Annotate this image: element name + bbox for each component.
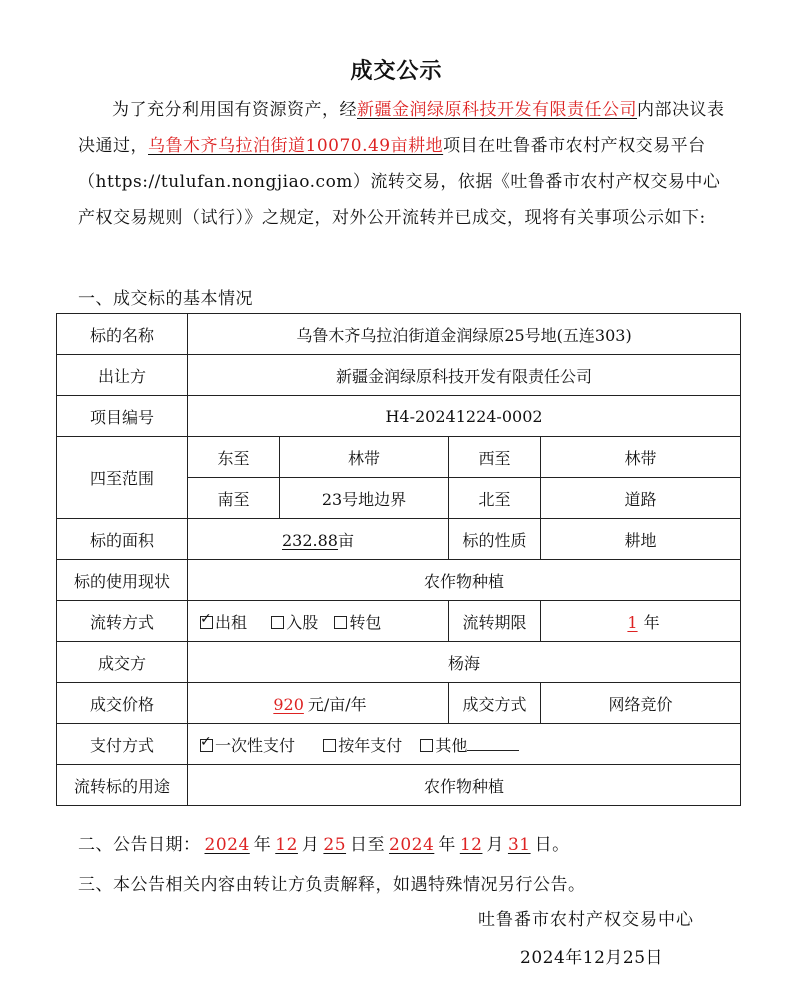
cell-label: 成交方 [57, 642, 188, 683]
cell-label: 流转期限 [449, 601, 541, 642]
cell-value: 乌鲁木齐乌拉泊街道金润绿原25号地(五连303) [188, 314, 741, 355]
deal-info-table [56, 313, 741, 806]
term-value: 1 [627, 612, 638, 632]
table-row [57, 724, 741, 765]
cell-value: 道路 [541, 478, 741, 519]
mode-share: 入股 [286, 612, 319, 632]
area-value: 232.88 [282, 530, 338, 550]
cell-value: H4-20241224-0002 [188, 396, 741, 437]
start-year: 2024 [204, 835, 250, 855]
cell-value: 农作物种植 [188, 560, 741, 601]
intro-paragraph [78, 92, 728, 236]
intro-text-1: 为了充分利用国有资源资产，经 [112, 100, 357, 120]
cell-label: 北至 [449, 478, 541, 519]
table-row [57, 683, 741, 724]
cell-value [188, 683, 449, 724]
cell-value: 23号地边界 [280, 478, 449, 519]
pay-once: 一次性支付 [215, 735, 296, 755]
table-row [57, 642, 741, 683]
cell-label: 流转方式 [57, 601, 188, 642]
cell-value: 林带 [541, 437, 741, 478]
table-row [57, 560, 741, 601]
cell-label: 标的面积 [57, 519, 188, 560]
unit-year: 年 [253, 835, 272, 855]
area-unit: 亩 [337, 530, 354, 550]
cell-value: 林带 [280, 437, 449, 478]
mode-sublease: 转包 [349, 612, 382, 632]
unit-month: 月 [486, 835, 504, 855]
term-unit: 年 [643, 612, 660, 632]
announcement-dates [78, 830, 570, 855]
checkbox-icon [271, 616, 284, 629]
cell-label: 标的名称 [57, 314, 188, 355]
end-year: 2024 [389, 835, 435, 855]
intro-text-3: 项目在吐鲁番市农村产权交易平台（https://tulufan.nongjiao.com）流转交易，依据《吐鲁番市农村产权交易中心产权交易规则（试行）》之规定，对外公开流转并已成交，现将有关事项公示如下: [78, 136, 721, 228]
unit-month: 月 [301, 835, 320, 855]
cell-label: 流转标的用途 [57, 765, 188, 806]
start-day: 25 [323, 835, 347, 855]
table-row [57, 437, 741, 478]
price-value: 920 [273, 694, 304, 714]
blank-line [467, 736, 519, 751]
dates-prefix: 二、公告日期： [78, 835, 201, 855]
cell-label: 标的性质 [449, 519, 541, 560]
intro-text-2: 内部决议表决通过， [78, 100, 725, 156]
cell-label: 标的使用现状 [57, 560, 188, 601]
checkbox-icon [323, 739, 336, 752]
cell-label: 出让方 [57, 355, 188, 396]
mode-rent: 出租 [215, 612, 248, 632]
cell-value: 农作物种植 [188, 765, 741, 806]
intro-project: 乌鲁木齐乌拉泊街道10070.49亩耕地 [148, 136, 444, 156]
cell-label: 四至范围 [57, 437, 188, 519]
table-row [57, 601, 741, 642]
checkbox-checked-icon [200, 739, 213, 752]
table-row [57, 519, 741, 560]
unit-year: 年 [438, 835, 456, 855]
end-day: 31 [507, 835, 531, 855]
unit-to: 日至 [350, 835, 386, 855]
checkbox-icon [334, 616, 347, 629]
price-unit: 元/亩/年 [307, 694, 367, 714]
section-3-note: 三、本公告相关内容由转让方负责解释，如遇特殊情况另行公告。 [78, 875, 586, 895]
cell-label: 东至 [188, 437, 280, 478]
cell-label: 成交方式 [449, 683, 541, 724]
cell-value: 杨海 [188, 642, 741, 683]
table-row [57, 396, 741, 437]
cell-value: 网络竞价 [541, 683, 741, 724]
cell-value: 耕地 [541, 519, 741, 560]
start-month: 12 [275, 835, 298, 855]
signature-org: 吐鲁番市农村产权交易中心 [478, 910, 694, 930]
signature-date: 2024年12月25日 [520, 948, 664, 968]
checkbox-icon [420, 739, 433, 752]
checkbox-checked-icon [200, 616, 213, 629]
cell-value: 新疆金润绿原科技开发有限责任公司 [188, 355, 741, 396]
pay-yearly: 按年支付 [338, 735, 403, 755]
end-month: 12 [459, 835, 483, 855]
table-row [57, 314, 741, 355]
cell-label: 项目编号 [57, 396, 188, 437]
table-row [57, 355, 741, 396]
unit-day: 日 [534, 835, 553, 855]
cell-value [541, 601, 741, 642]
transfer-mode-options [188, 601, 449, 642]
pay-other: 其他 [435, 735, 468, 755]
cell-label: 支付方式 [57, 724, 188, 765]
cell-value [188, 519, 449, 560]
table-row [57, 765, 741, 806]
page-title: 成交公示 [350, 58, 443, 84]
cell-label: 南至 [188, 478, 280, 519]
cell-label: 西至 [449, 437, 541, 478]
intro-company: 新疆金润绿原科技开发有限责任公司 [357, 100, 637, 120]
cell-label: 成交价格 [57, 683, 188, 724]
section-1-heading: 一、成交标的基本情况 [78, 289, 253, 309]
period: 。 [552, 835, 570, 855]
payment-options [188, 724, 741, 765]
